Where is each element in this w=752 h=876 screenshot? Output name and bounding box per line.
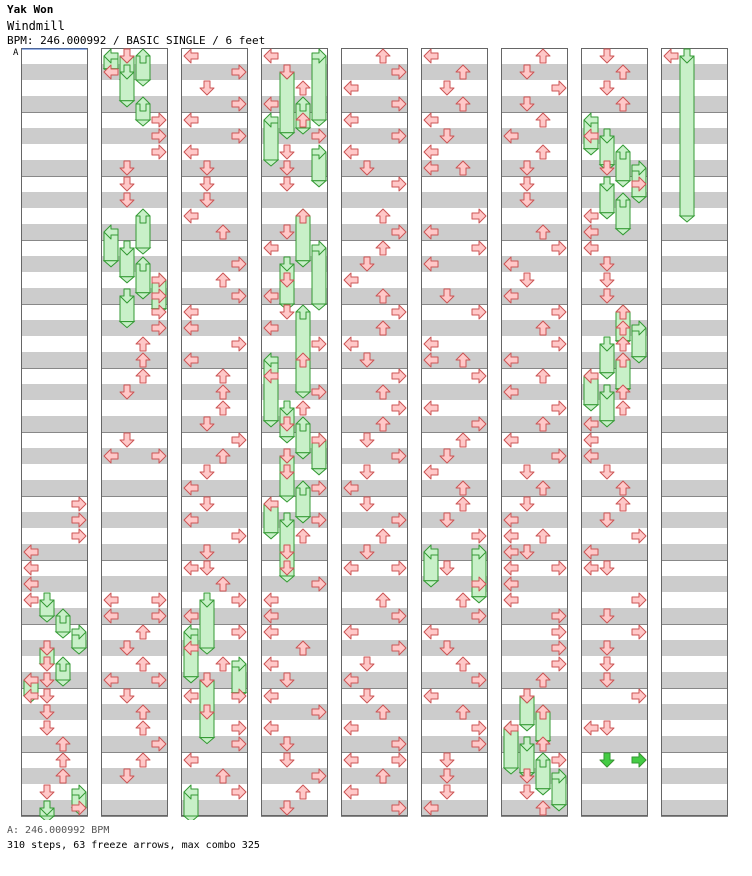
beat-stripe (21, 256, 88, 272)
chart-column (501, 48, 568, 817)
chart-stats: 310 steps, 63 freeze arrows, max combo 325 (7, 840, 260, 851)
beat-stripe (21, 384, 88, 400)
beat-stripe (501, 672, 568, 688)
freeze-tail (40, 816, 54, 820)
chart-column (21, 48, 88, 820)
beat-stripe (501, 224, 568, 240)
beat-stripe (181, 448, 248, 464)
freeze-bar (296, 312, 310, 392)
chart-column (661, 48, 728, 817)
freeze-bar (280, 72, 294, 133)
beat-stripe (661, 224, 728, 240)
beat-stripe (341, 416, 408, 432)
beat-stripe (661, 512, 728, 528)
chart-column (581, 48, 648, 817)
beat-stripe (661, 480, 728, 496)
freeze-bar (312, 248, 326, 304)
beat-stripe (661, 576, 728, 592)
beat-stripe (501, 480, 568, 496)
chart-column (341, 48, 408, 817)
beat-stripe (661, 608, 728, 624)
beat-stripe (661, 800, 728, 816)
beat-stripe (21, 160, 88, 176)
beat-stripe (661, 672, 728, 688)
beat-stripe (21, 480, 88, 496)
beat-stripe (421, 480, 488, 496)
beat-stripe (661, 448, 728, 464)
beat-stripe (421, 64, 488, 80)
beat-stripe (661, 416, 728, 432)
beat-stripe (661, 288, 728, 304)
beat-stripe (581, 480, 648, 496)
beat-stripe (501, 320, 568, 336)
beat-stripe (581, 736, 648, 752)
beat-stripe (661, 384, 728, 400)
beat-stripe (181, 576, 248, 592)
beat-stripe (421, 96, 488, 112)
beat-stripe (101, 704, 168, 720)
chart-column (421, 48, 488, 817)
beat-stripe (661, 736, 728, 752)
beat-stripe (21, 320, 88, 336)
beat-stripe (101, 544, 168, 560)
freeze-bar (312, 56, 326, 120)
beat-stripe (341, 384, 408, 400)
beat-stripe (21, 64, 88, 80)
freeze-bar (680, 56, 694, 216)
beat-stripe (21, 352, 88, 368)
beat-stripe (661, 640, 728, 656)
beat-stripe (341, 320, 408, 336)
beat-stripe (661, 256, 728, 272)
chart-column (261, 48, 328, 817)
beat-stripe (581, 704, 648, 720)
beat-stripe (181, 384, 248, 400)
chart-column (181, 48, 248, 820)
beat-stripe (501, 416, 568, 432)
beat-stripe (21, 96, 88, 112)
chart-column (101, 48, 168, 817)
beat-stripe (581, 576, 648, 592)
beat-stripe (341, 768, 408, 784)
song-title: Windmill (7, 19, 65, 33)
freeze-tail (184, 816, 198, 820)
beat-stripe (581, 96, 648, 112)
beat-stripe (661, 544, 728, 560)
beat-stripe (101, 416, 168, 432)
beat-stripe (341, 704, 408, 720)
beat-stripe (421, 704, 488, 720)
bpm-marker: A (13, 48, 19, 58)
beat-stripe (661, 704, 728, 720)
beat-stripe (101, 800, 168, 816)
beat-stripe (21, 768, 88, 784)
beat-stripe (101, 576, 168, 592)
author-name: Yak Won (7, 3, 54, 16)
beat-stripe (341, 192, 408, 208)
beat-stripe (21, 288, 88, 304)
beat-stripe (181, 768, 248, 784)
beat-stripe (21, 416, 88, 432)
beat-stripe (101, 512, 168, 528)
chart-meta: BPM: 246.000992 / BASIC SINGLE / 6 feet (7, 34, 266, 47)
bpm-summary: A: 246.000992 BPM (7, 825, 110, 836)
beat-stripe (101, 480, 168, 496)
beat-stripe (181, 224, 248, 240)
beat-stripe (261, 640, 328, 656)
beat-stripe (101, 352, 168, 368)
beat-stripe (421, 320, 488, 336)
beat-stripe (661, 768, 728, 784)
beat-stripe (21, 192, 88, 208)
beat-stripe (421, 192, 488, 208)
beat-stripe (21, 224, 88, 240)
beat-stripe (581, 768, 648, 784)
beat-stripe (661, 352, 728, 368)
beat-stripe (261, 192, 328, 208)
beat-stripe (581, 800, 648, 816)
beat-stripe (421, 384, 488, 400)
beat-stripe (21, 736, 88, 752)
beat-stripe (341, 288, 408, 304)
beat-stripe (21, 128, 88, 144)
beat-stripe (581, 64, 648, 80)
beat-stripe (661, 320, 728, 336)
beat-stripe (21, 448, 88, 464)
beat-stripe (341, 576, 408, 592)
